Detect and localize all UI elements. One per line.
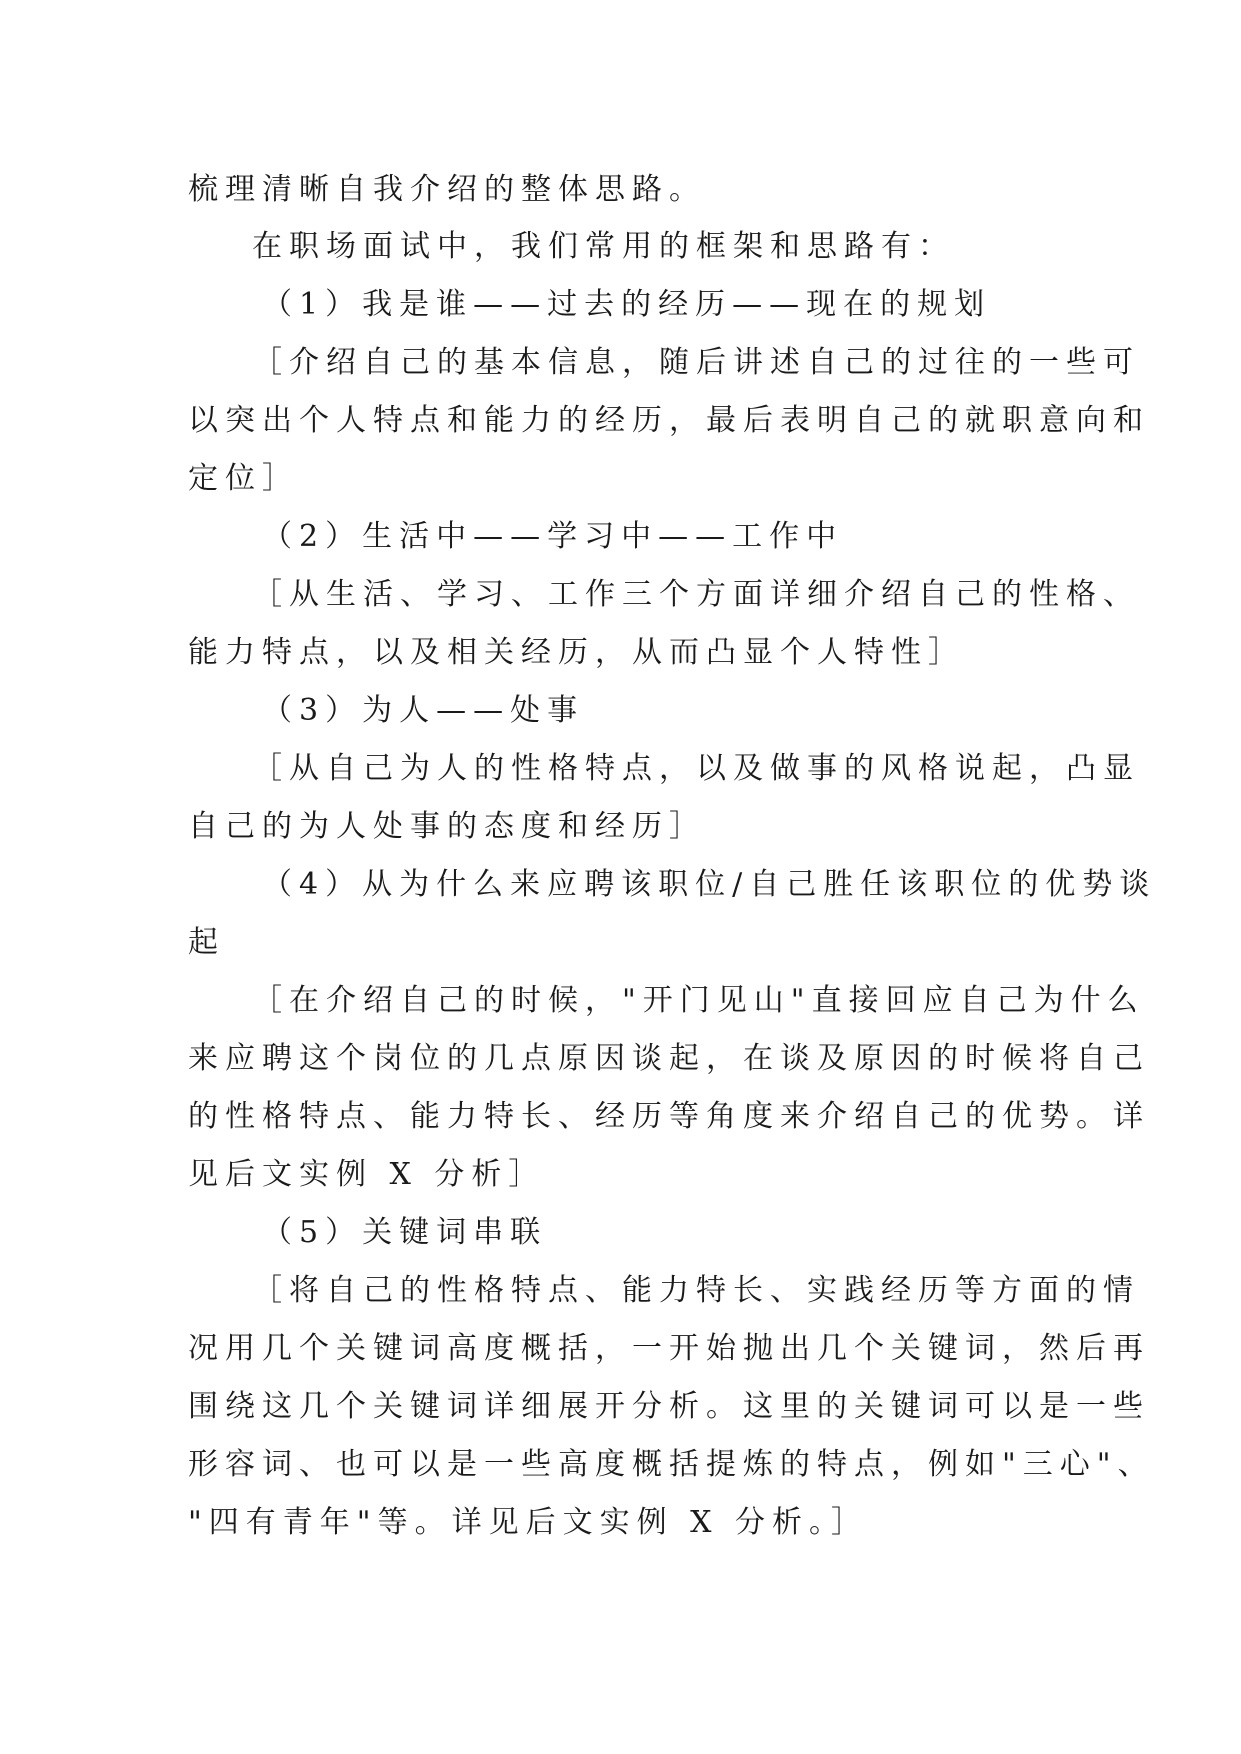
list-item-3: （3）为人——处事	[262, 693, 585, 728]
text-line: 见后文实例 X 分析］	[188, 1157, 546, 1192]
text-line: ［在介绍自己的时候，"开门见山"直接回应自己为什么	[252, 983, 1145, 1018]
text-line: 来应聘这个岗位的几点原因谈起，在谈及原因的时候将自己	[188, 1041, 1150, 1076]
list-item-5: （5）关键词串联	[262, 1215, 548, 1250]
list-item-4: （4）从为什么来应聘该职位/自己胜任该职位的优势谈	[262, 867, 1157, 902]
text-line: 形容词、也可以是一些高度概括提炼的特点，例如"三心"、	[188, 1447, 1155, 1482]
text-line: ［介绍自己的基本信息，随后讲述自己的过往的一些可	[252, 345, 1140, 380]
text-line: 自己的为人处事的态度和经历］	[188, 809, 706, 844]
text-line: 以突出个人特点和能力的经历，最后表明自己的就职意向和	[188, 403, 1150, 438]
list-item-2: （2）生活中——学习中——工作中	[262, 519, 844, 554]
text-line: ［将自己的性格特点、能力特长、实践经历等方面的情	[252, 1273, 1140, 1308]
list-item-1: （1）我是谁——过去的经历——现在的规划	[262, 287, 992, 322]
text-line: "四有青年"等。详见后文实例 X 分析。］	[188, 1505, 869, 1540]
text-line: 的性格特点、能力特长、经历等角度来介绍自己的优势。详	[188, 1099, 1150, 1134]
text-line: 梳理清晰自我介绍的整体思路。	[188, 172, 706, 207]
text-line: 围绕这几个关键词详细展开分析。这里的关键词可以是一些	[188, 1389, 1150, 1424]
text-line: 起	[188, 925, 225, 960]
text-line: ［从生活、学习、工作三个方面详细介绍自己的性格、	[252, 577, 1140, 612]
text-line: 在职场面试中，我们常用的框架和思路有：	[252, 229, 955, 264]
text-line: 况用几个关键词高度概括，一开始抛出几个关键词，然后再	[188, 1331, 1150, 1366]
text-line: ［从自己为人的性格特点，以及做事的风格说起，凸显	[252, 751, 1140, 786]
text-line: 定位］	[188, 461, 299, 496]
text-line: 能力特点，以及相关经历，从而凸显个人特性］	[188, 635, 965, 670]
